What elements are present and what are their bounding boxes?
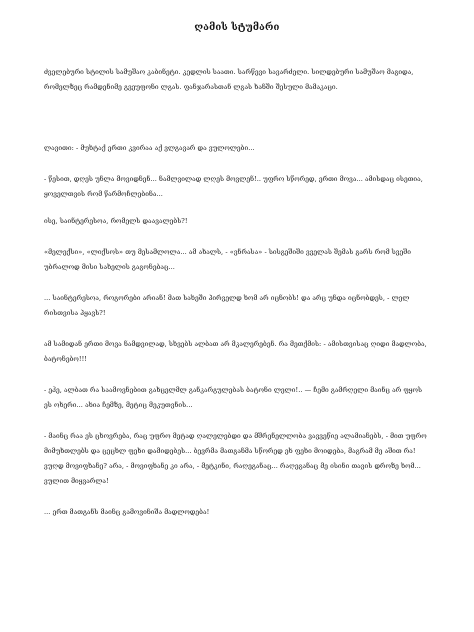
paragraph: - ეჰე, ალბათ რა საამოვნებით გახცელმლ განკარგულებას ბატონი ლელი!.. — ჩემი გამრღელი მაინც არ ფყოს ეს ოხერი... ახია ჩემზე, მეტიც მეკუთვნის... — [44, 386, 423, 409]
paragraph: ... ერთ მათგანს მაინც გამოვინიშა მადლოდება! — [44, 508, 210, 516]
paragraph: ... საინტერესოა, როგორები არიან! მათ სახეში პირველდ ხომ არ იცნობს! და არც უნდა იცნობდეს, - ლელ რისთვისა პყავს?! — [44, 294, 410, 317]
paragraph: ლავითი: - მუხტაქ ერთი კვირაა აქ ვლგავარ და ვულოლები... — [44, 144, 255, 152]
paragraph: - მაინც რაა ეს ცხოვრება, რაც უფრო მეტად ღალელებდი და მშრენელლობა ვავვეწიე ალამიანებს, - მით უფრო მიმუხთლებს და ცეცხლ ფეხი დამიდებეს... ბევრმა მათგანმა სწორედ ეხ ფეხი მოიდება, მაგრამ მე აშით რა! ვუღდ მოვიფხანე? არა, - მოვიფხანე კი არა, - მეტკინი, რაღეგანაც... რაღეგანაც მე ისინი თავის დროზე ხომ... ვულით მიყვარლა! — [44, 432, 427, 485]
paragraph: ამ სამიდან ერთი მოვა ნამდვილად, სხვებს ალბათ არ მკალერებენ. რა მეთქმის: - ამისთვისაც ღიდი მადლობა, ბატონებო!!! — [44, 340, 427, 363]
document-title: ღამის სტუმარი — [194, 22, 280, 33]
paragraph: - წესით, დღეს უნლა მოვიდნენ... ნამლვილად ლღეს მოვლენ!.. უფრო სწორედ, ერთი მოვა... ამისდაც ისეთია, ყოველთვის რომ წარმოჩლებინა... — [44, 175, 423, 198]
spacer — [44, 111, 430, 141]
paragraph-intro: ძველებური სტილის სამუშაო კაბინეტი. კედლის საათი. სარწევი სავარძელი. სილდებური სამუშაო მაგიდა, რომელზეც რამდენიმე გვეუფონი ლგას. ფანჯარასთან ლგას ხანში შესული მამაკაცი. — [44, 68, 414, 91]
paragraph: ისე, საინტერესოა, რომელს დაავალებს?! — [44, 217, 188, 225]
paragraph: «მელექსი», «ლიქსოს» თუ მესამლოლა... ამ ახალს, - «ვნრასა» - სისგეშიში ვველას შემას გარს რომ სვეში უბრალოდ მისი სახელის გაგონებაც... — [44, 248, 411, 271]
